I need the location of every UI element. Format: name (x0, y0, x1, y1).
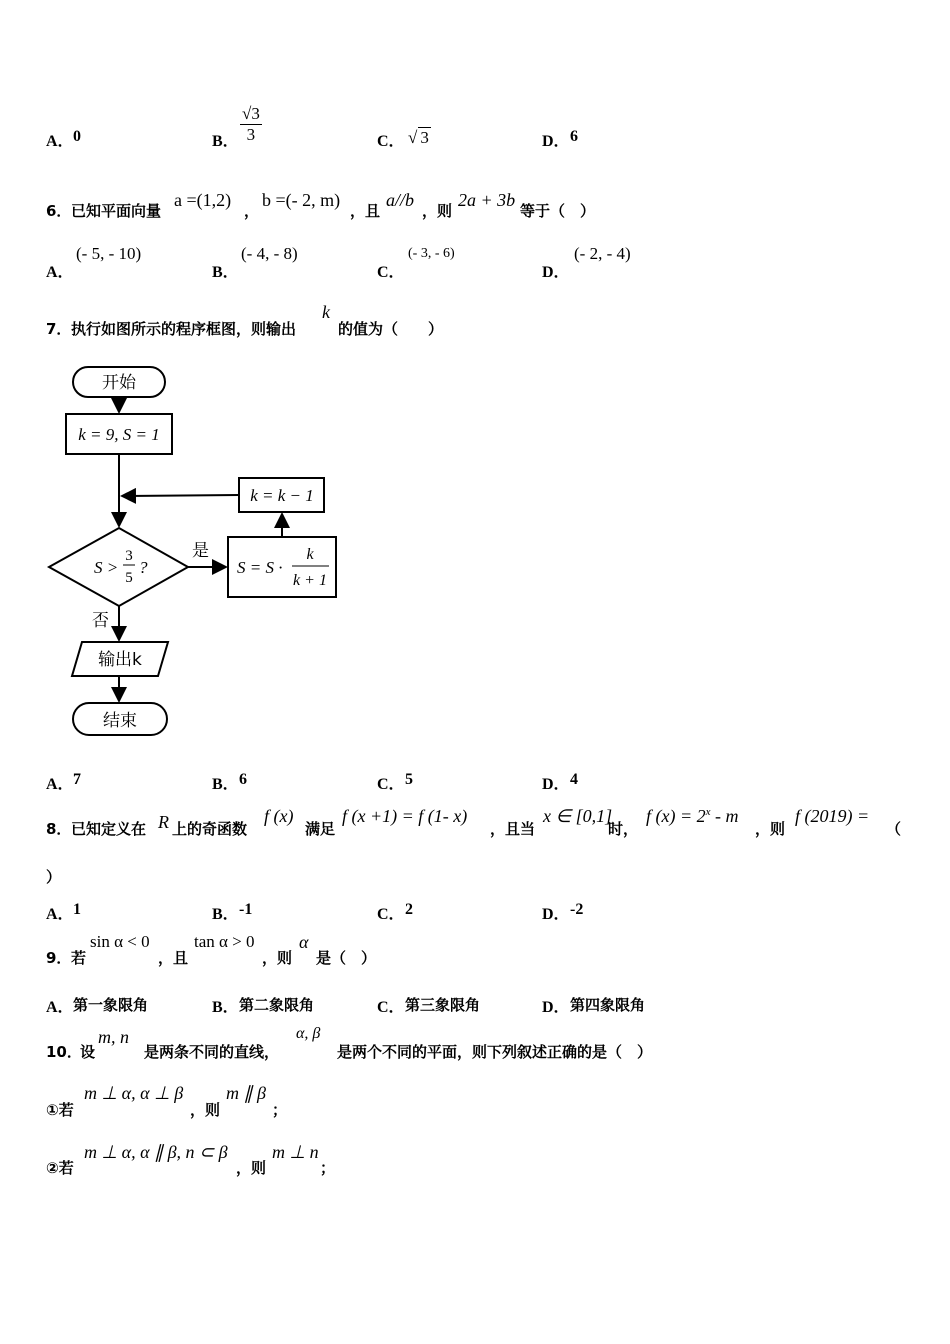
q9-cond-1: sin α < 0 (90, 932, 150, 951)
q6-vector-a: a =(1,2) (174, 190, 232, 210)
q6-text-4: 等于（ ） (520, 202, 596, 220)
q8-f3 (646, 806, 739, 827)
flow-body-denominator: k + 1 (293, 572, 327, 589)
q9-cond-2: tan α > 0 (194, 932, 255, 951)
flow-body-numerator: k (306, 546, 314, 563)
q10-lines: m, n (98, 1027, 129, 1047)
q10-planes: α, β (296, 1025, 321, 1042)
q6-expression: 2a + 3b (458, 190, 516, 210)
flow-yes-label: 是 (192, 541, 209, 561)
q8-option-a-label: A． (46, 906, 74, 923)
q9-text-4: 是（ ） (316, 949, 377, 967)
q10-statement-1-then: ，则 (190, 1101, 221, 1119)
q10-statement-2-end: ； (320, 1159, 336, 1177)
q10-statement-1-condition: m ⊥ α, α ⊥ β (84, 1083, 184, 1103)
q8-text-1: 已知定义在 (71, 820, 147, 838)
q9-option-c-label: C． (377, 999, 405, 1016)
q7-option-d-value: 4 (570, 771, 578, 788)
flow-arrow (122, 495, 239, 496)
q6-sep: ， (244, 202, 260, 220)
q8-close-paren: ） (46, 868, 62, 886)
q9-option-a-value: 第一象限角 (73, 996, 149, 1014)
q5-option-c-value (408, 128, 431, 148)
q10-statement-2-condition: m ⊥ α, α ∥ β, n ⊂ β (84, 1142, 228, 1162)
q5-option-c-label: C． (377, 133, 405, 150)
q6-option-d-value: (- 2, - 4) (574, 244, 631, 263)
q10-number: 10． (46, 1043, 82, 1061)
q10-text-3: 是两个不同的平面，则下列叙述正确的是（ ） (337, 1043, 653, 1061)
q9-option-a-label: A． (46, 999, 74, 1016)
q8-option-d-label: D． (542, 906, 570, 923)
q10-statement-1-result: m ∥ β (226, 1083, 266, 1103)
q7-text-1: 执行如图所示的程序框图，则输出 (71, 320, 297, 338)
q8-option-b-label: B． (212, 906, 239, 923)
q6-vector-b: b =(- 2, m) (262, 190, 341, 210)
q5-option-b-label: B． (212, 133, 239, 150)
q9-option-d-value: 第四象限角 (570, 996, 646, 1014)
flow-init-label: k = 9, S = 1 (78, 425, 160, 444)
q7-number: 7． (46, 320, 72, 338)
flow-cond-q: ? (139, 558, 148, 577)
q5-option-b-fraction (240, 104, 262, 145)
q7-variable-k: k (322, 302, 330, 322)
q7-option-b-label: B． (212, 776, 239, 793)
q8-open-paren: （ (886, 820, 902, 838)
q8-text-4: ，且当 (490, 820, 536, 838)
q8-f3-exponent: x (705, 806, 711, 818)
q9-text-3: ，则 (262, 949, 293, 967)
q9-text-1: 若 (71, 949, 87, 967)
q6-option-c-label: C． (377, 264, 405, 281)
q5-option-d-value: 6 (570, 128, 578, 145)
q9-text-2: ，且 (158, 949, 189, 967)
q10-statement-2-result: m ⊥ n (272, 1142, 319, 1162)
q6-text-1: 已知平面向量 (71, 202, 162, 220)
q8-f3-tail: - m (710, 806, 739, 826)
flow-no-label: 否 (92, 611, 109, 631)
q8-text-2: 上的奇函数 (172, 820, 248, 838)
q7-option-b-value: 6 (239, 771, 247, 788)
q8-text-5: 时， (608, 820, 639, 838)
q6-option-b-value: (- 4, - 8) (241, 244, 298, 263)
q6-option-a-label: A． (46, 264, 74, 281)
q10-text-2: 是两条不同的直线， (144, 1043, 280, 1061)
flow-end-label: 结束 (103, 711, 137, 731)
q8-option-c-value: 2 (405, 901, 413, 918)
flow-update-label: k = k − 1 (250, 486, 314, 505)
sqrt-sign: √ (408, 128, 418, 147)
q6-option-c-value: (- 3, - 6) (408, 246, 455, 261)
q8-f1: f (x) (264, 806, 294, 826)
q6-text-3: ，则 (422, 202, 453, 220)
q10-statement-2-then: ，则 (236, 1159, 267, 1177)
q5-option-b-denominator: 3 (246, 125, 256, 144)
q7-option-a-value: 7 (73, 771, 81, 788)
q10-statement-2-mark: ②若 (46, 1159, 74, 1177)
flow-body-left: S = S · (237, 558, 283, 577)
q9-option-b-label: B． (212, 999, 239, 1016)
flow-decision-shape (49, 528, 188, 606)
q6-text-2: ，且 (350, 202, 381, 220)
q8-number: 8． (46, 820, 72, 838)
flow-cond-s: S > (94, 558, 119, 577)
q6-number: 6． (46, 202, 72, 220)
q8-R: R (158, 812, 169, 832)
q5-option-a-label: A． (46, 133, 74, 150)
q9-option-d-label: D． (542, 999, 570, 1016)
q8-text-3: 满足 (305, 820, 336, 838)
q5-option-b-numerator: √3 (242, 104, 260, 123)
q8-text-6: ，则 (755, 820, 786, 838)
q7-option-c-value: 5 (405, 771, 413, 788)
q6-option-d-label: D． (542, 264, 570, 281)
q8-f2: f (x +1) = f (1- x) (342, 806, 468, 826)
q8-option-c-label: C． (377, 906, 405, 923)
q7-option-d-label: D． (542, 776, 570, 793)
q10-statement-1-end: ； (272, 1101, 288, 1119)
q6-parallel: a//b (386, 190, 415, 210)
q8-f3-base: f (x) = 2 (646, 806, 706, 826)
q8-option-a-value: 1 (73, 901, 81, 918)
sqrt-radicand: 3 (420, 128, 429, 147)
q9-alpha: α (299, 932, 309, 952)
flow-start-label: 开始 (102, 373, 136, 393)
q5-option-d-label: D． (542, 133, 570, 150)
q7-option-a-label: A． (46, 776, 74, 793)
q9-option-c-value: 第三象限角 (405, 996, 481, 1014)
q9-option-b-value: 第二象限角 (239, 996, 315, 1014)
q8-option-d-value: -2 (570, 901, 584, 918)
q5-option-a-value: 0 (73, 128, 81, 145)
q7-text-2: 的值为（ ） (338, 320, 444, 338)
q9-number: 9． (46, 949, 72, 967)
q8-f4: f (2019) = (795, 806, 870, 826)
q8-option-b-value: -1 (239, 901, 253, 918)
flow-cond-denominator: 5 (125, 570, 133, 586)
q6-option-a-value: (- 5, - 10) (76, 244, 142, 263)
q7-option-c-label: C． (377, 776, 405, 793)
q10-statement-1-mark: ①若 (46, 1101, 74, 1119)
flow-cond-numerator: 3 (125, 548, 133, 564)
flowchart (40, 360, 350, 745)
flow-output-label: 输出k (98, 650, 142, 670)
q8-domain: x ∈ [0,1] (543, 806, 613, 826)
q6-option-b-label: B． (212, 264, 239, 281)
q10-text-1: 设 (80, 1043, 96, 1061)
